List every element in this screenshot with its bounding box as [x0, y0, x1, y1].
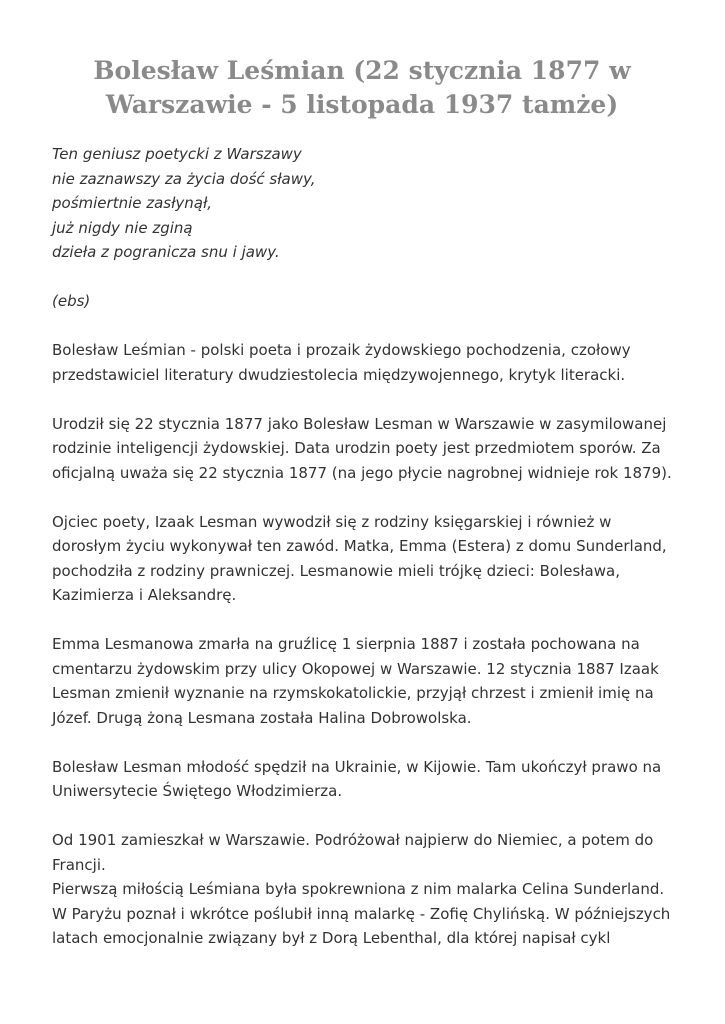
paragraph-line: rodzinie inteligencji żydowskiej. Data urodzin poety jest przedmiotem sporów. Za — [52, 439, 661, 457]
poem-signature: (ebs) — [52, 292, 91, 310]
paragraph-line: Józef. Drugą żoną Lesmana została Halina Dobrowolska. — [52, 708, 472, 727]
paragraph-line: Francji. — [52, 855, 106, 874]
paragraph-line: Emma Lesmanowa zmarła na gruźlicę 1 sierpnia 1887 i została pochowana na — [52, 635, 640, 653]
paragraph-line: dorosłym życiu wykonywał ten zawód. Matka, Emma (Estera) z domu Sunderland, — [52, 537, 667, 555]
paragraph-line: Lesman zmienił wyznanie na rzymskokatolickie, przyjął chrzest i zmienił imię na — [52, 684, 654, 702]
paragraph-intro — [52, 338, 672, 387]
paragraph-line: przedstawiciel literatury dwudziestolecia międzywojennego, krytyk literacki. — [52, 365, 626, 384]
paragraph-line: Pierwszą miłością Leśmiana była spokrewniona z nim malarka Celina Sunderland. — [52, 880, 665, 898]
paragraph-line: Bolesław Leśmian - polski poeta i prozaik żydowskiego pochodzenia, czołowy — [52, 341, 631, 359]
paragraph-line: Bolesław Lesman młodość spędził na Ukrainie, w Kijowie. Tam ukończył prawo na — [52, 757, 662, 776]
document-page — [52, 54, 672, 951]
paragraph-mother — [52, 632, 672, 730]
paragraph-line: Uniwersytecie Świętego Włodzimierza. — [52, 782, 343, 800]
paragraph-line: oficjalną uważa się 22 stycznia 1877 (na jego płycie nagrobnej widnieje rok 1879). — [52, 463, 672, 482]
paragraph-line: cmentarzu żydowskim przy ulicy Okopowej w Warszawie. 12 stycznia 1887 Izaak — [52, 659, 659, 678]
poem-line: pośmiertnie zasłynął, — [52, 194, 213, 212]
paragraph-line: latach emocjonalnie związany był z Dorą Lebenthal, dla której napisał cykl — [52, 929, 611, 947]
paragraph-family — [52, 510, 672, 608]
poem-line: Ten geniusz poetycki z Warszawy — [52, 145, 302, 163]
paragraph-line: Kazimierza i Aleksandrę. — [52, 586, 237, 604]
epigraph-poem — [52, 142, 672, 265]
paragraph-line: Od 1901 zamieszkał w Warszawie. Podróżował najpierw do Niemiec, a potem do — [52, 831, 654, 849]
paragraph-birth — [52, 412, 672, 486]
poem-line: dzieła z pogranicza snu i jawy. — [52, 243, 280, 261]
page-title: Bolesław Leśmian (22 stycznia 1877 w Warszawie - 5 listopada 1937 tamże) — [93, 56, 631, 119]
paragraph-line: Ojciec poety, Izaak Lesman wywodził się z rodziny księgarskiej i również w — [52, 512, 612, 531]
poem-line: nie zaznawszy za życia dość sławy, — [52, 169, 316, 188]
paragraph-line: pochodziła z rodziny prawniczej. Lesmanowie mieli trójkę dzieci: Bolesława, — [52, 561, 620, 580]
paragraph-line: W Paryżu poznał i wkrótce poślubił inną malarkę - Zofię Chylińską. W późniejszych — [52, 904, 671, 923]
paragraph-youth — [52, 755, 672, 804]
paragraph-line: Urodził się 22 stycznia 1877 jako Bolesław Lesman w Warszawie w zasymilowanej — [52, 414, 667, 433]
poem-line: już nigdy nie zginą — [52, 218, 193, 237]
paragraph-warsaw — [52, 828, 672, 951]
